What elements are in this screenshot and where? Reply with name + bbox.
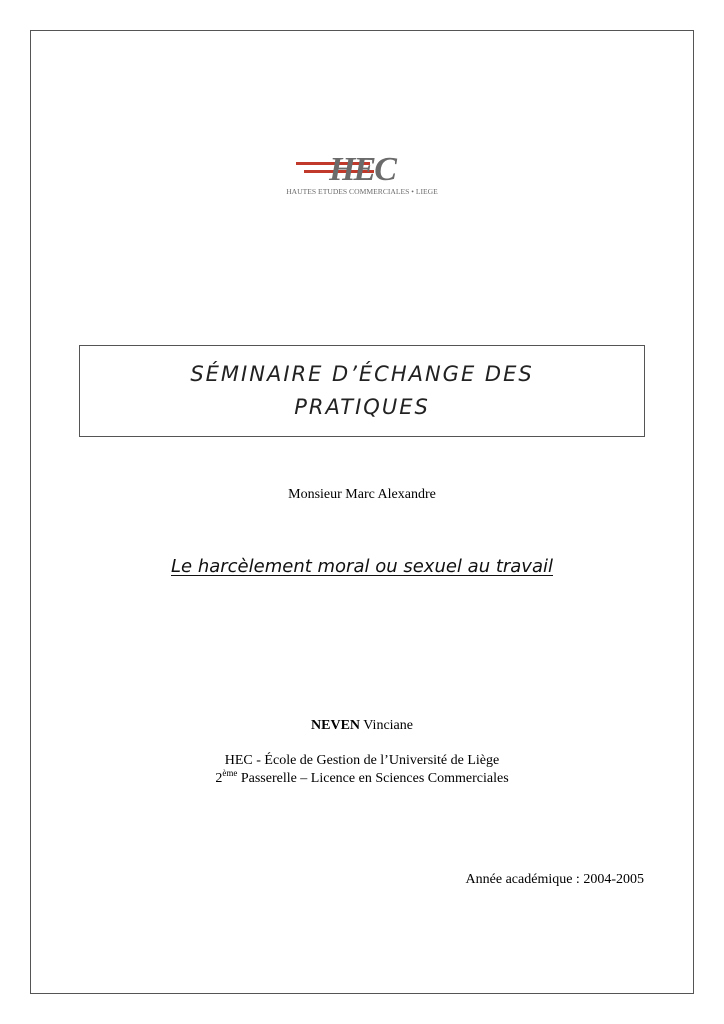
author-first-name: Vinciane: [363, 718, 413, 733]
seminar-title-line1: SÉMINAIRE D’ÉCHANGE DES: [190, 362, 534, 386]
logo-tagline: HAUTES ETUDES COMMERCIALES • LIEGE: [286, 187, 438, 196]
program-ordinal: 2: [215, 771, 223, 786]
school-line2: [0, 770, 724, 788]
program-name: Passerelle – Licence en Sciences Commerciales: [237, 771, 509, 786]
school-line1: HEC - École de Gestion de l’Université de Liège: [224, 753, 500, 768]
supervisor-name: Monsieur Marc Alexandre: [288, 487, 436, 502]
seminar-title: [152, 358, 572, 424]
author: [0, 718, 724, 734]
author-last-name: NEVEN: [311, 718, 361, 733]
thesis-subject: Le harcèlement moral ou sexuel au travail: [171, 556, 553, 577]
title-box: [79, 345, 645, 437]
logo-wordmark: HEC: [329, 151, 395, 188]
hec-logo: [276, 148, 448, 198]
school-info: [0, 752, 724, 788]
seminar-title-line2: PRATIQUES: [294, 395, 430, 419]
hec-logo-graphic: [276, 148, 448, 198]
program-ordinal-suffix: ème: [222, 768, 238, 778]
academic-year: Année académique : 2004-2005: [465, 872, 644, 887]
